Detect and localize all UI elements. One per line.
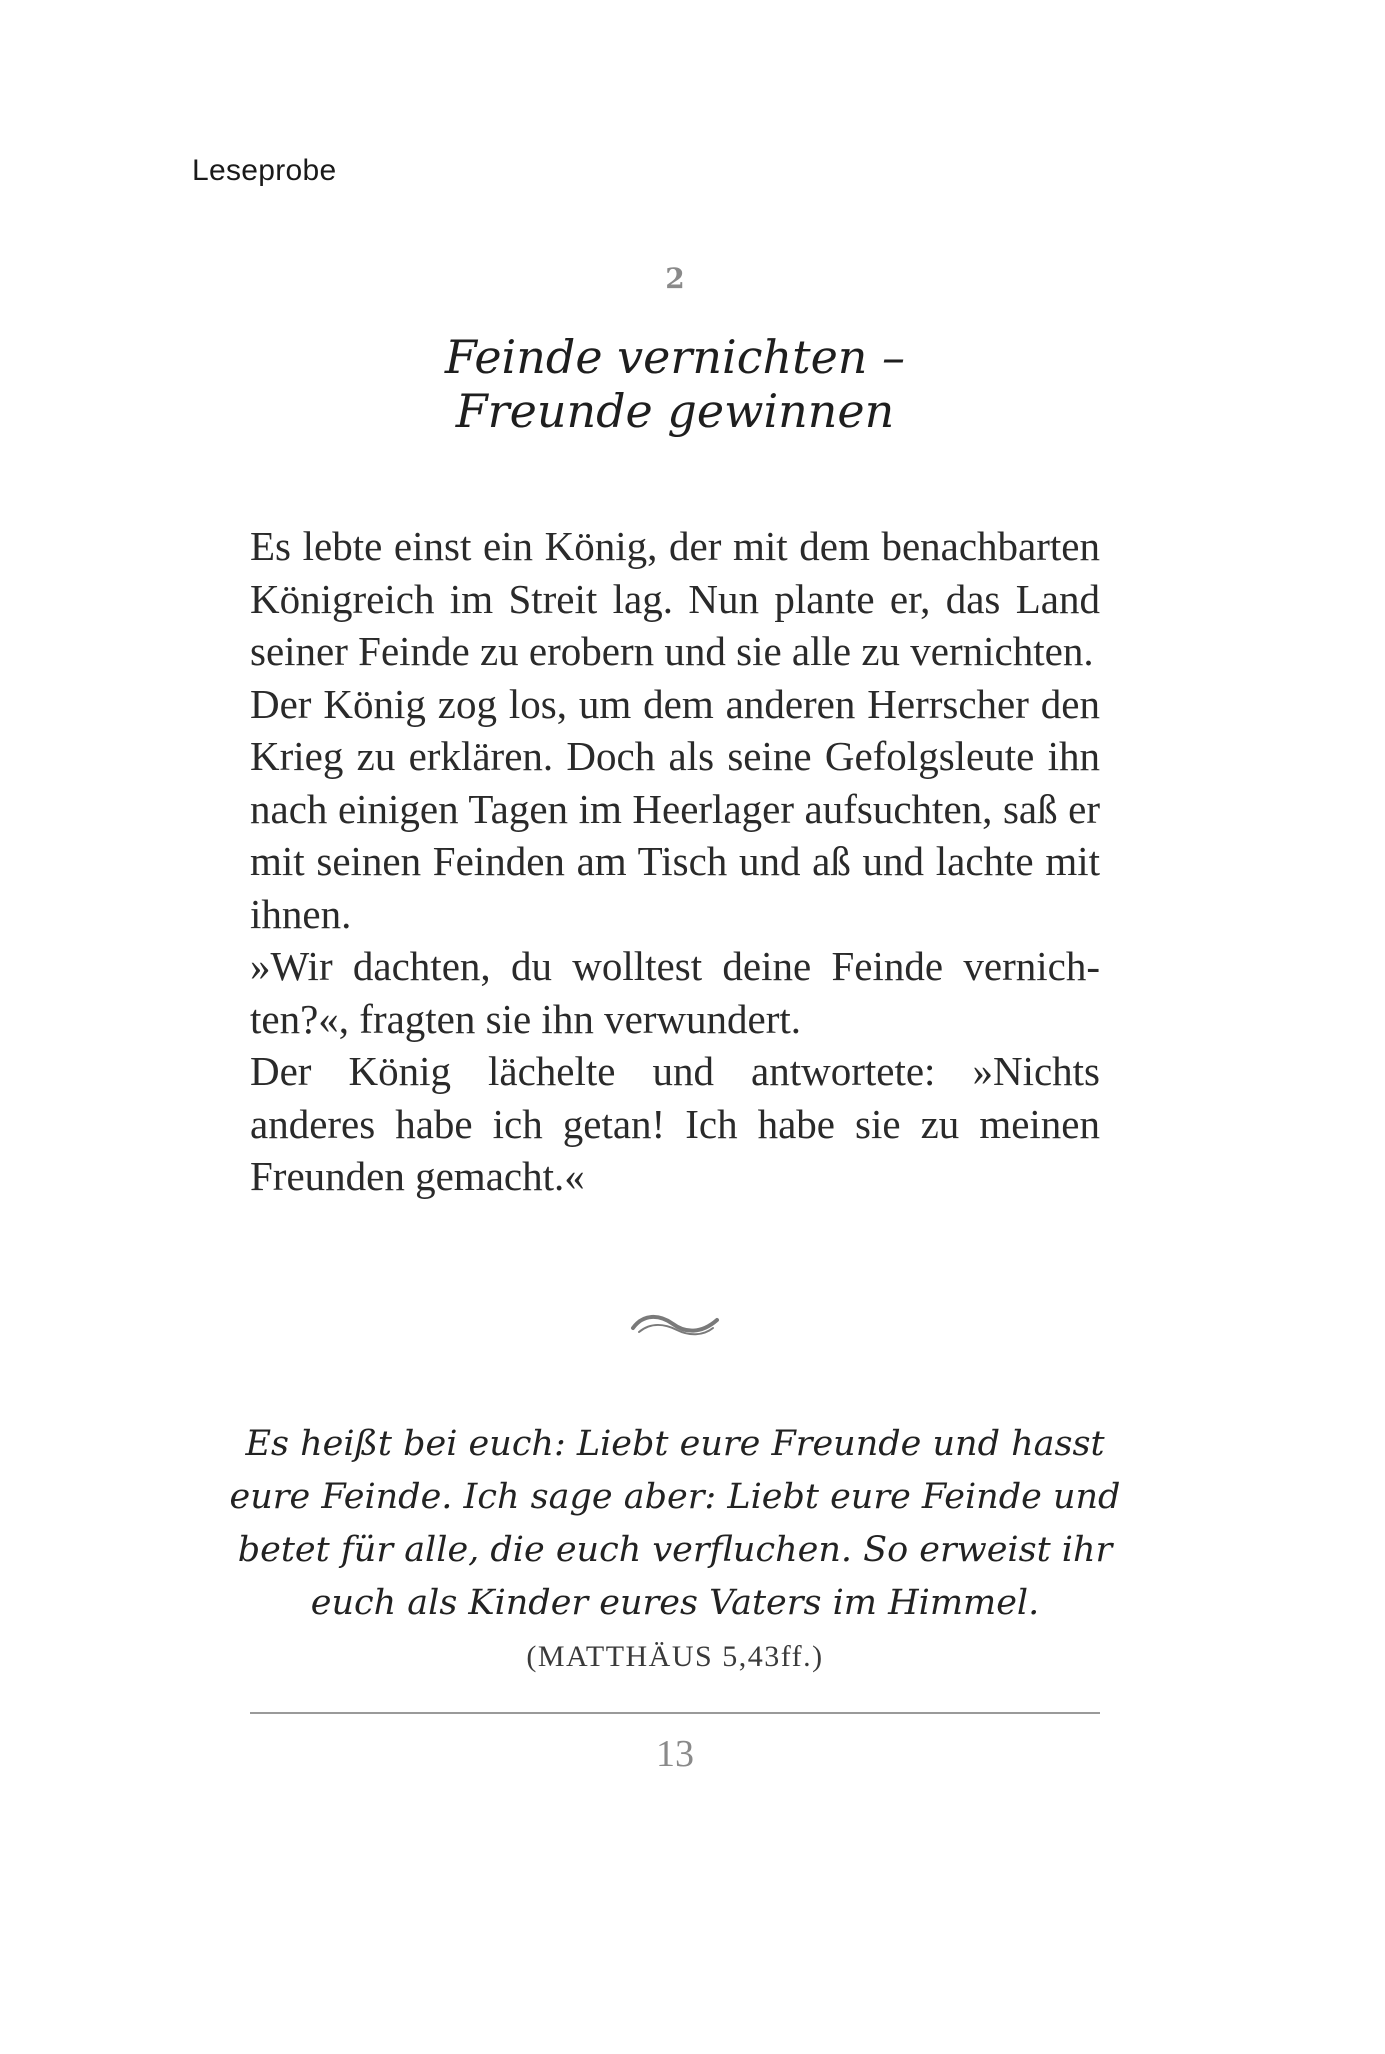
story-paragraph: Der König lächelte und antwortete: »Nichts anderes habe ich getan! Ich habe sie zu meinen Freunden gemacht.« [250,1048,1100,1199]
footer-divider [250,1712,1100,1714]
story-paragraph: Der König zog los, um dem anderen Herrscher den Krieg zu erklären. Doch als seine Gefolgsleute ihn nach einigen Tagen im Heerlager aufsuchten, saß er mit seinen Feinden am Tisch und aß und lachte mit ihnen. [250,680,1100,937]
quote-line-2: eure Feinde. Ich sage aber: Liebt eure Feinde und [229,1477,1121,1517]
story-paragraph: »Wir dachten, du wolltest deine Feinde vernichten?«, fragten sie ihn verwundert. [250,943,1100,1042]
chapter-title [0,330,1350,438]
story-text [250,520,1100,1203]
quote-line-1: Es heißt bei euch: Liebt eure Freunde und hasst [245,1424,1105,1464]
page-number: 13 [656,1733,694,1775]
story-paragraph: Es lebte einst ein König, der mit dem benachbarten Königreich im Streit lag. Nun plante er, das Land seiner Feinde zu erobern und sie alle zu vernichten. [250,523,1100,674]
quote-reference: (MATTHÄUS 5,43ff.) [526,1640,824,1673]
quote-line-4: euch als Kinder eures Vaters im Himmel. [310,1583,1040,1623]
chapter-title-line-2: Freunde gewinnen [455,384,895,438]
bible-quote [200,1418,1150,1630]
leseprobe-label: Leseprobe [192,154,337,187]
chapter-title-line-1: Feinde vernichten – [444,330,906,384]
chapter-number: 2 [665,262,685,295]
quote-line-3: betet für alle, die euch verfluchen. So erweist ihr [237,1530,1113,1570]
tilde-swash-ornament-icon [625,1306,725,1346]
